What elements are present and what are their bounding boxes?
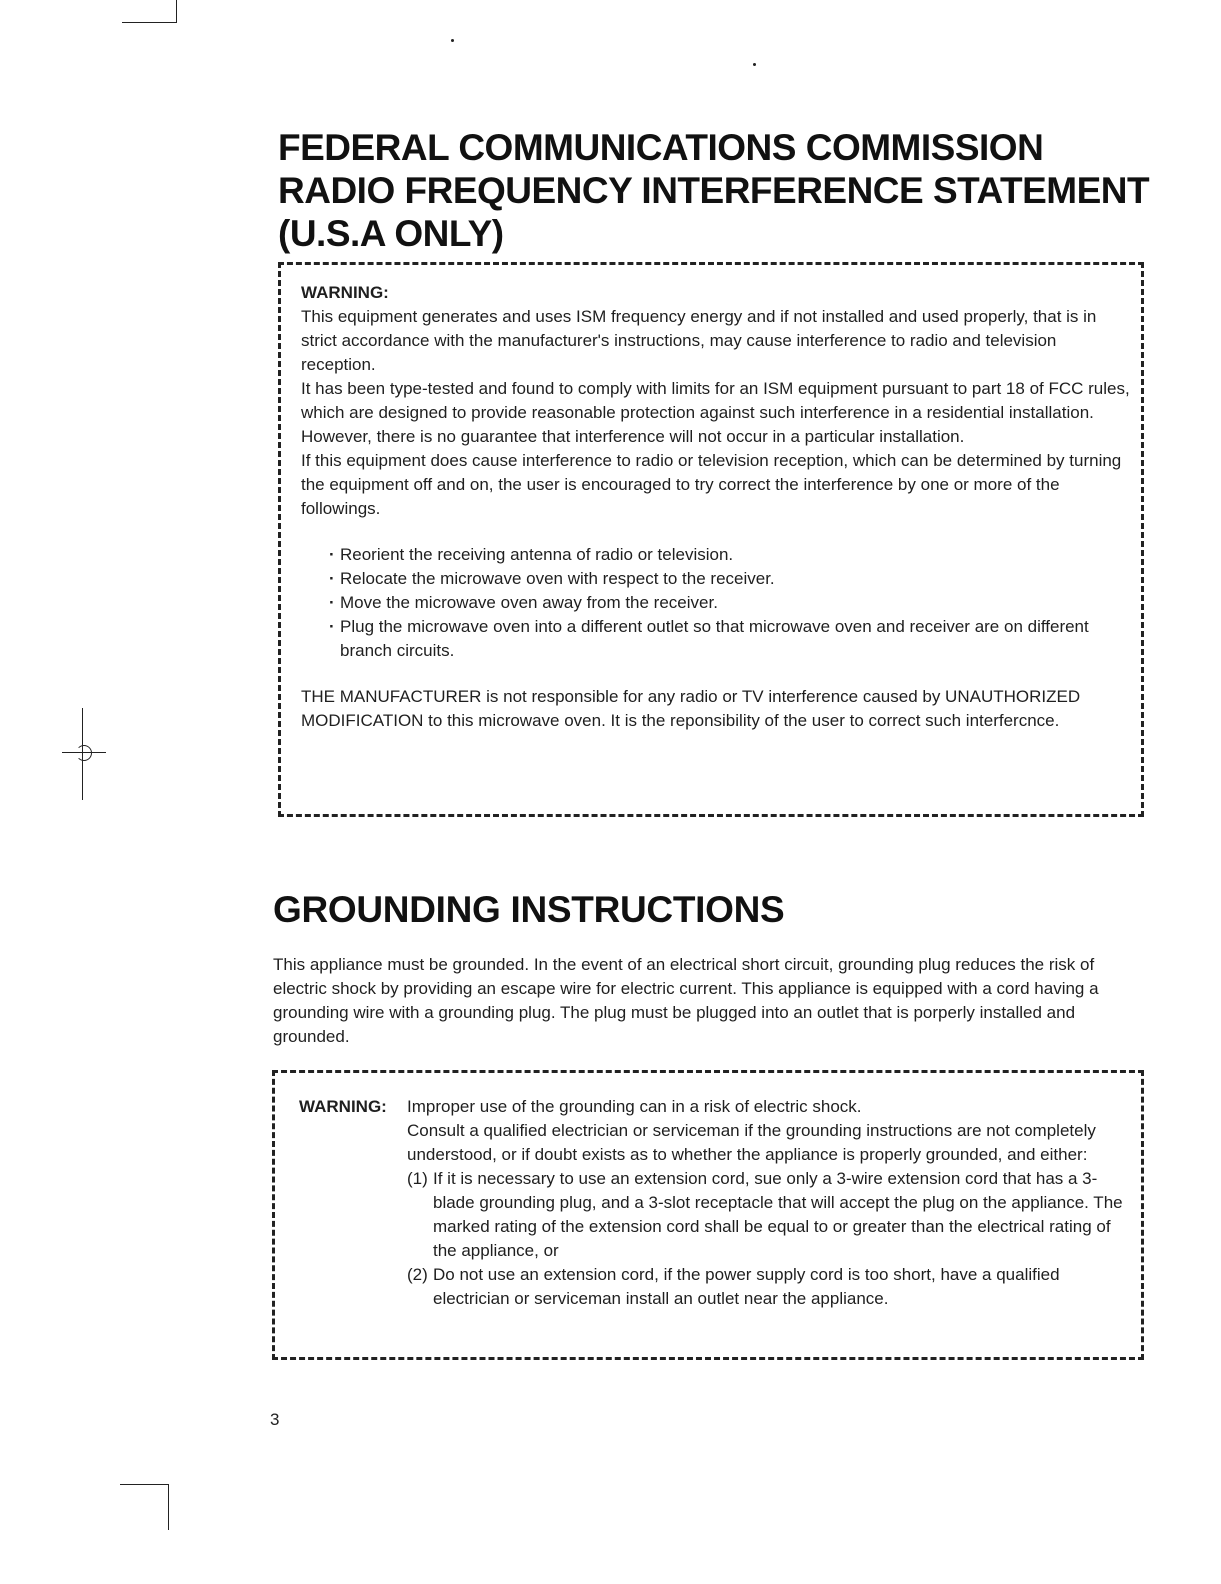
- grounding-warning-label: WARNING:: [299, 1097, 387, 1116]
- fcc-warning-box: [278, 262, 1144, 817]
- fcc-warning-paragraph-3: However, there is no guarantee that interference will not occur in a particular installation.: [301, 427, 965, 446]
- list-item: · Plug the microwave oven into a different outlet so that microwave oven and receiver are on different branch circuits.: [329, 615, 1131, 663]
- list-item: [407, 1167, 1129, 1263]
- fcc-warning-label: WARNING:: [301, 283, 389, 302]
- crop-mark-top-left-vertical: [176, 0, 177, 23]
- interference-remedies-list: [301, 543, 1131, 663]
- scan-speck: [451, 39, 454, 42]
- fcc-warning-paragraph-1: This equipment generates and uses ISM frequency energy and if not installed and used properly, that is in strict accordance with the manufacturer's instructions, may cause interference to radio and television reception.: [301, 307, 1097, 374]
- scan-speck: [753, 63, 756, 66]
- grounding-warning-line-1: Improper use of the grounding can in a risk of electric shock.: [407, 1097, 862, 1116]
- crop-mark-bottom-left: [120, 1484, 168, 1485]
- list-item-text: Do not use an extension cord, if the power supply cord is too short, have a qualified electrician or serviceman install an outlet near the appliance.: [433, 1265, 1060, 1308]
- grounding-warning-content: [299, 1095, 1129, 1311]
- fcc-warning-paragraph-4: If this equipment does cause interference to radio or television reception, which can be determined by turning the equipment off and on, the user is encouraged to try correct the interference by one or more of the followings.: [301, 451, 1122, 518]
- grounding-paragraph: This appliance must be grounded. In the event of an electrical short circuit, grounding plug reduces the risk of electric shock by providing an escape wire for electric current. This appliance is equipped with a cord having a grounding wire with a grounding plug. The plug must be plugged into an outlet that is porperly installed and grounded.: [273, 955, 1099, 1046]
- list-item-text: If it is necessary to use an extension cord, sue only a 3-wire extension cord that has a 3-blade grounding plug, and a 3-slot receptacle that will accept the plug on the appliance. The marked rating of the extension cord shall be equal to or greater than the electrical rating of the appliance, or: [433, 1169, 1123, 1260]
- fcc-title: [278, 126, 1208, 255]
- fcc-warning-content: [301, 281, 1131, 733]
- list-item: · Move the microwave oven away from the receiver.: [329, 591, 1131, 615]
- list-item-number: (2): [407, 1265, 428, 1284]
- grounding-warning-row: [299, 1095, 1129, 1311]
- grounding-warning-box: [272, 1070, 1144, 1360]
- list-item: [407, 1263, 1129, 1311]
- fcc-warning-paragraph-2: It has been type-tested and found to comply with limits for an ISM equipment pursuant to part 18 of FCC rules, which are designed to provide reasonable protection against such interference in a residential installation.: [301, 379, 1130, 422]
- crop-mark-top-left: [122, 22, 176, 23]
- list-item-number: (1): [407, 1169, 428, 1188]
- grounding-warning-body: [407, 1095, 1129, 1311]
- fcc-title-line-2: RADIO FREQUENCY INTERFERENCE STATEMENT: [278, 170, 1150, 211]
- fcc-title-line-1: FEDERAL COMMUNICATIONS COMMISSION: [278, 127, 1044, 168]
- fcc-title-line-3: (U.S.A ONLY): [278, 213, 504, 254]
- grounding-heading: GROUNDING INSTRUCTIONS: [273, 889, 785, 930]
- grounding-warning-line-2: Consult a qualified electrician or serviceman if the grounding instructions are not completely understood, or if doubt exists as to whether the appliance is properly grounded, and either:: [407, 1121, 1096, 1164]
- crop-mark-bottom-left-vertical: [168, 1484, 169, 1530]
- list-item: · Relocate the microwave oven with respect to the receiver.: [329, 567, 1131, 591]
- list-item: · Reorient the receiving antenna of radio or television.: [329, 543, 1131, 567]
- registration-circle: [76, 745, 92, 761]
- manufacturer-disclaimer: THE MANUFACTURER is not responsible for any radio or TV interference caused by UNAUTHORIZED MODIFICATION to this microwave oven. It is the reponsibility of the user to correct such interfercnce.: [301, 687, 1081, 730]
- page-number: 3: [270, 1410, 280, 1429]
